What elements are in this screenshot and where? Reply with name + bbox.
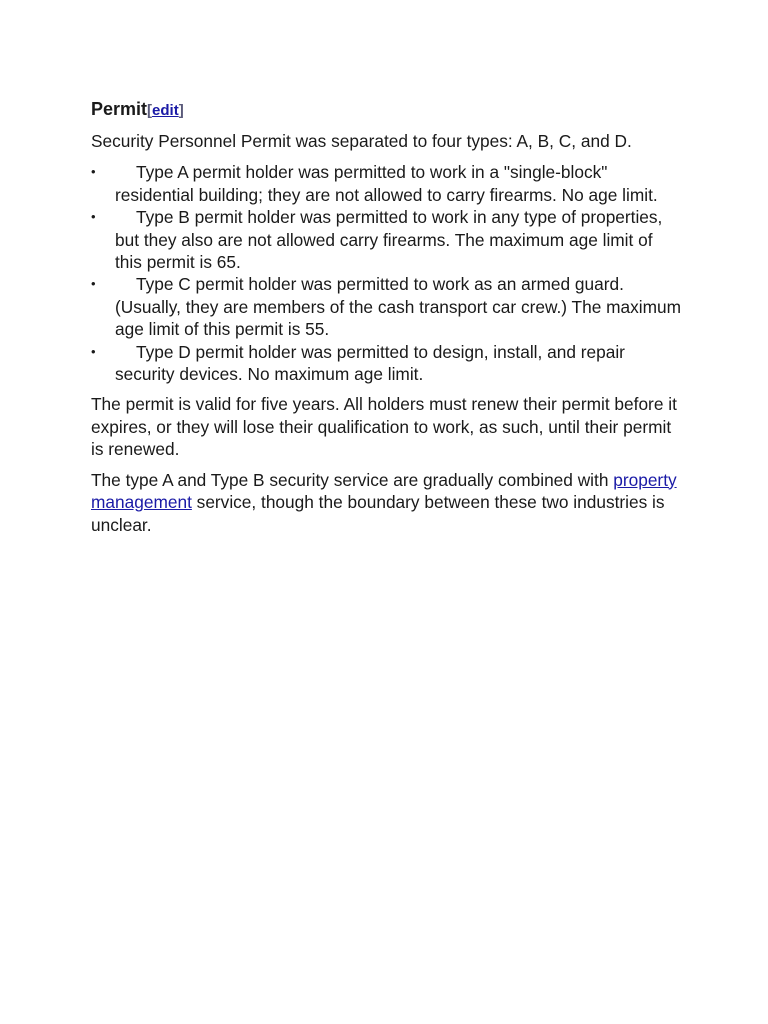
property-management-link[interactable]: property management bbox=[91, 469, 677, 513]
article-section bbox=[91, 97, 681, 536]
list-item bbox=[91, 161, 681, 206]
permit-types-list bbox=[91, 161, 681, 385]
combined-text-before: The type A and Type B security service are gradually combined with bbox=[91, 469, 614, 490]
list-item-text: Type B permit holder was permitted to work in any type of properties, but they also are not allowed carry firearms. The maximum age limit of this permit is 65. bbox=[115, 207, 663, 273]
intro-paragraph: Security Personnel Permit was separated to four types: A, B, C, and D. bbox=[91, 131, 632, 151]
bullet-icon: • bbox=[91, 276, 96, 292]
list-item-text: Type A permit holder was permitted to work in a "single-block" residential building; they are not allowed to carry firearms. No age limit. bbox=[115, 162, 658, 205]
section-heading bbox=[91, 97, 681, 123]
list-item-text: Type D permit holder was permitted to design, install, and repair security devices. No maximum age limit. bbox=[115, 341, 625, 385]
edit-link[interactable]: edit bbox=[152, 102, 179, 119]
list-item bbox=[91, 273, 681, 340]
validity-paragraph: The permit is valid for five years. All holders must renew their permit before it expires, or they will lose their qualification to work, as such, until their permit is renewed. bbox=[91, 394, 677, 460]
section-title: Permit bbox=[91, 99, 148, 119]
combined-text-after: service, though the boundary between these two industries is unclear. bbox=[91, 492, 665, 535]
edit-bracket-open: [ bbox=[147, 102, 153, 119]
list-item-text: Type C permit holder was permitted to work as an armed guard. (Usually, they are members of the cash transport car crew.) The maximum age limit of this permit is 55. bbox=[115, 274, 681, 340]
bullet-icon: • bbox=[91, 164, 96, 180]
edit-bracket-close: ] bbox=[178, 102, 184, 119]
combined-paragraph bbox=[91, 469, 681, 536]
bullet-icon: • bbox=[91, 209, 96, 225]
bullet-icon: • bbox=[91, 343, 96, 359]
list-item bbox=[91, 341, 681, 386]
edit-section bbox=[147, 102, 184, 119]
list-item bbox=[91, 206, 681, 273]
